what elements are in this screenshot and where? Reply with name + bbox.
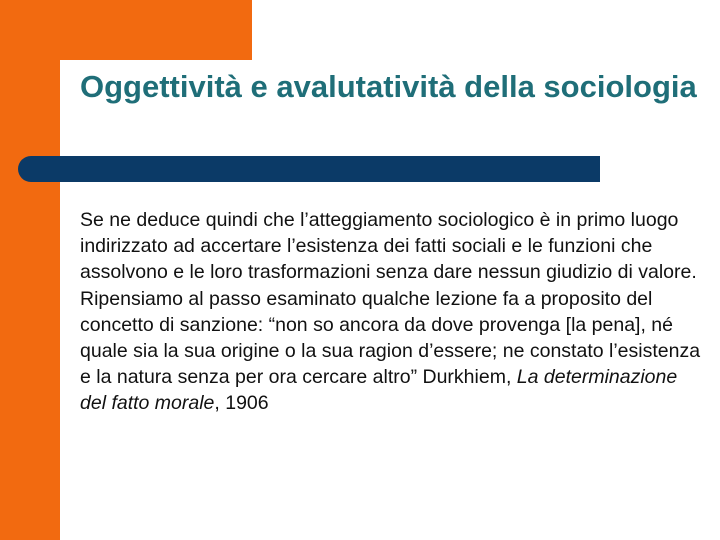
orange-side-band (0, 0, 60, 540)
citation-year: , 1906 (214, 392, 269, 415)
citation-title: La determinazione del fatto morale (80, 366, 678, 415)
slide-title: Oggettività e avalutatività della sociologia (80, 69, 697, 104)
title-divider-bar (18, 156, 600, 182)
orange-top-band (60, 0, 252, 60)
slide-body (80, 207, 705, 417)
body-text: Se ne deduce quindi che l’atteggiamento sociologico è in primo luogo indirizzato ad accertare l’esistenza dei fatti sociali e le funzioni che assolvono e le loro trasformazioni senza dare nessun giudizio di valore. Ripensiamo al passo esaminato qualche lezione fa a proposito del concetto di sanzione: “non so ancora da dove provenga [la pena], né quale sia la sua origine o la sua ragion d’essere; ne constato l’esistenza e la natura senza per ora cercare altro” Durkhiem, (80, 209, 701, 389)
